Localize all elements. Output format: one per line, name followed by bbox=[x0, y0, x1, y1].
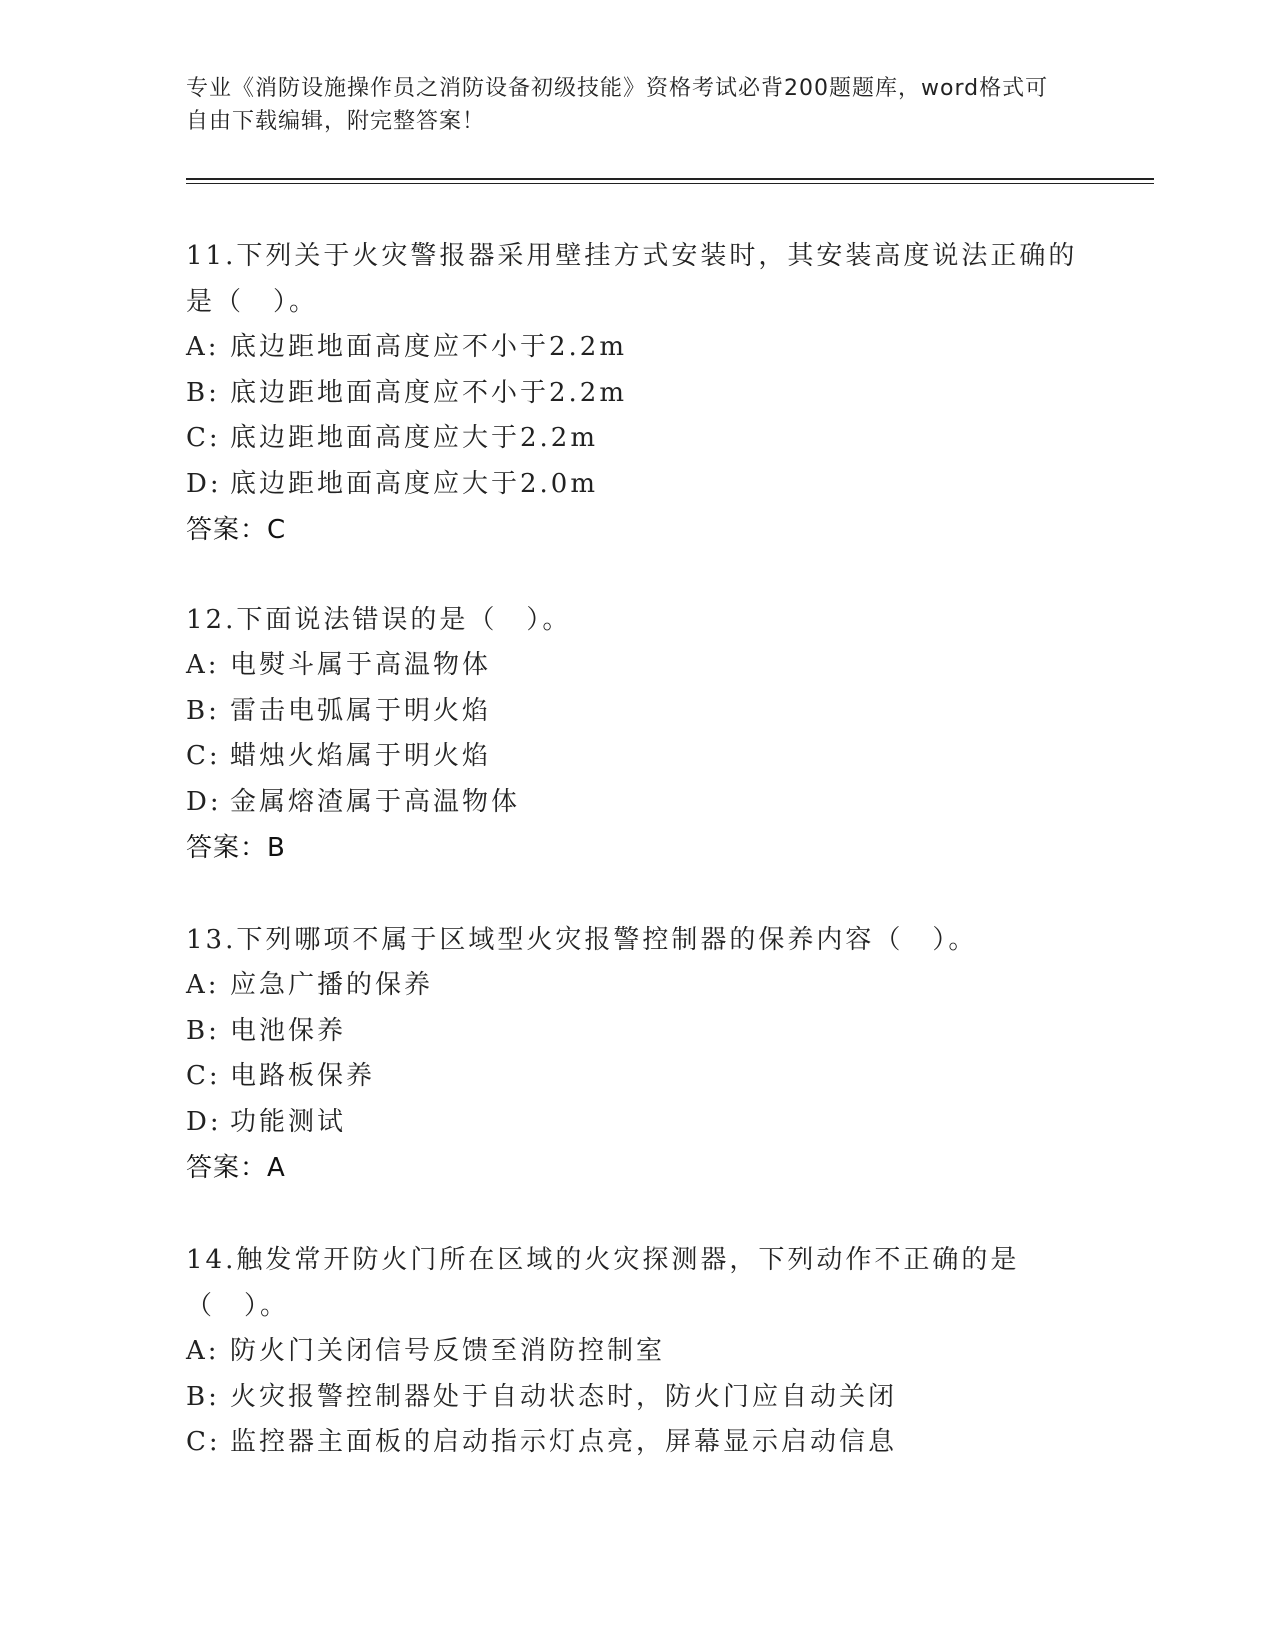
question-13 bbox=[186, 917, 1086, 1191]
option-text: 金属熔渣属于高温物体 bbox=[230, 786, 521, 817]
option-text: 功能测试 bbox=[230, 1106, 347, 1137]
option-key: B: bbox=[186, 1381, 220, 1412]
option-key: A: bbox=[186, 970, 220, 1000]
option-c bbox=[186, 416, 1086, 462]
option-a bbox=[186, 325, 1086, 371]
option-text: 电路板保养 bbox=[230, 1061, 376, 1091]
option-key: D: bbox=[186, 1106, 222, 1137]
question-stem: 14.触发常开防火门所在区域的火灾探测器，下列动作不正确的是（ ）。 bbox=[186, 1245, 1020, 1321]
option-a bbox=[186, 1329, 1086, 1375]
option-key: B: bbox=[186, 695, 220, 726]
option-text: 监控器主面板的启动指示灯点亮，屏幕显示启动信息 bbox=[230, 1427, 898, 1457]
option-key: A: bbox=[186, 1336, 220, 1366]
option-key: C: bbox=[186, 423, 221, 453]
option-b bbox=[186, 1375, 1086, 1421]
option-text: 蜡烛火焰属于明火焰 bbox=[230, 741, 492, 771]
answer: 答案：B bbox=[186, 833, 286, 863]
question-stem: 12.下面说法错误的是（ ）。 bbox=[186, 605, 572, 635]
option-text: 火灾报警控制器处于自动状态时，防火门应自动关闭 bbox=[230, 1381, 898, 1412]
option-text: 底边距地面高度应不小于2.2m bbox=[230, 377, 628, 408]
question-11 bbox=[186, 233, 1086, 553]
question-stem: 11.下列关于火灾警报器采用壁挂方式安装时，其安装高度说法正确的是（ ）。 bbox=[186, 241, 1078, 317]
option-key: B: bbox=[186, 377, 220, 408]
option-a bbox=[186, 963, 1086, 1009]
option-text: 电熨斗属于高温物体 bbox=[230, 650, 492, 680]
option-text: 底边距地面高度应大于2.2m bbox=[230, 423, 599, 453]
option-a bbox=[186, 643, 1086, 689]
option-d bbox=[186, 780, 1086, 826]
header-divider-thin bbox=[186, 183, 1154, 184]
option-c bbox=[186, 1054, 1086, 1100]
document-header: 专业《消防设施操作员之消防设备初级技能》资格考试必背200题题库，word格式可自由下载编辑，附完整答案！ bbox=[186, 76, 1049, 134]
option-d bbox=[186, 1100, 1086, 1146]
option-key: A: bbox=[186, 332, 220, 362]
answer: 答案：C bbox=[186, 515, 287, 545]
option-key: C: bbox=[186, 1061, 221, 1091]
option-text: 电池保养 bbox=[230, 1015, 347, 1046]
question-stem: 13.下列哪项不属于区域型火灾报警控制器的保养内容（ ）。 bbox=[186, 925, 978, 955]
option-key: D: bbox=[186, 468, 222, 499]
header-divider-thick bbox=[186, 178, 1154, 180]
option-d bbox=[186, 462, 1086, 508]
option-key: B: bbox=[186, 1015, 220, 1046]
option-text: 雷击电弧属于明火焰 bbox=[230, 695, 492, 726]
option-key: D: bbox=[186, 786, 222, 817]
answer: 答案：A bbox=[186, 1153, 286, 1183]
question-14 bbox=[186, 1237, 1086, 1466]
option-key: C: bbox=[186, 741, 221, 771]
option-b bbox=[186, 689, 1086, 735]
question-12 bbox=[186, 597, 1086, 871]
option-c bbox=[186, 734, 1086, 780]
option-b bbox=[186, 1009, 1086, 1055]
option-text: 底边距地面高度应大于2.0m bbox=[230, 468, 599, 499]
option-key: A: bbox=[186, 650, 220, 680]
option-b bbox=[186, 371, 1086, 417]
option-text: 应急广播的保养 bbox=[230, 970, 434, 1000]
option-text: 防火门关闭信号反馈至消防控制室 bbox=[230, 1336, 666, 1366]
option-c bbox=[186, 1420, 1086, 1466]
option-key: C: bbox=[186, 1427, 221, 1457]
option-text: 底边距地面高度应不小于2.2m bbox=[230, 332, 628, 362]
